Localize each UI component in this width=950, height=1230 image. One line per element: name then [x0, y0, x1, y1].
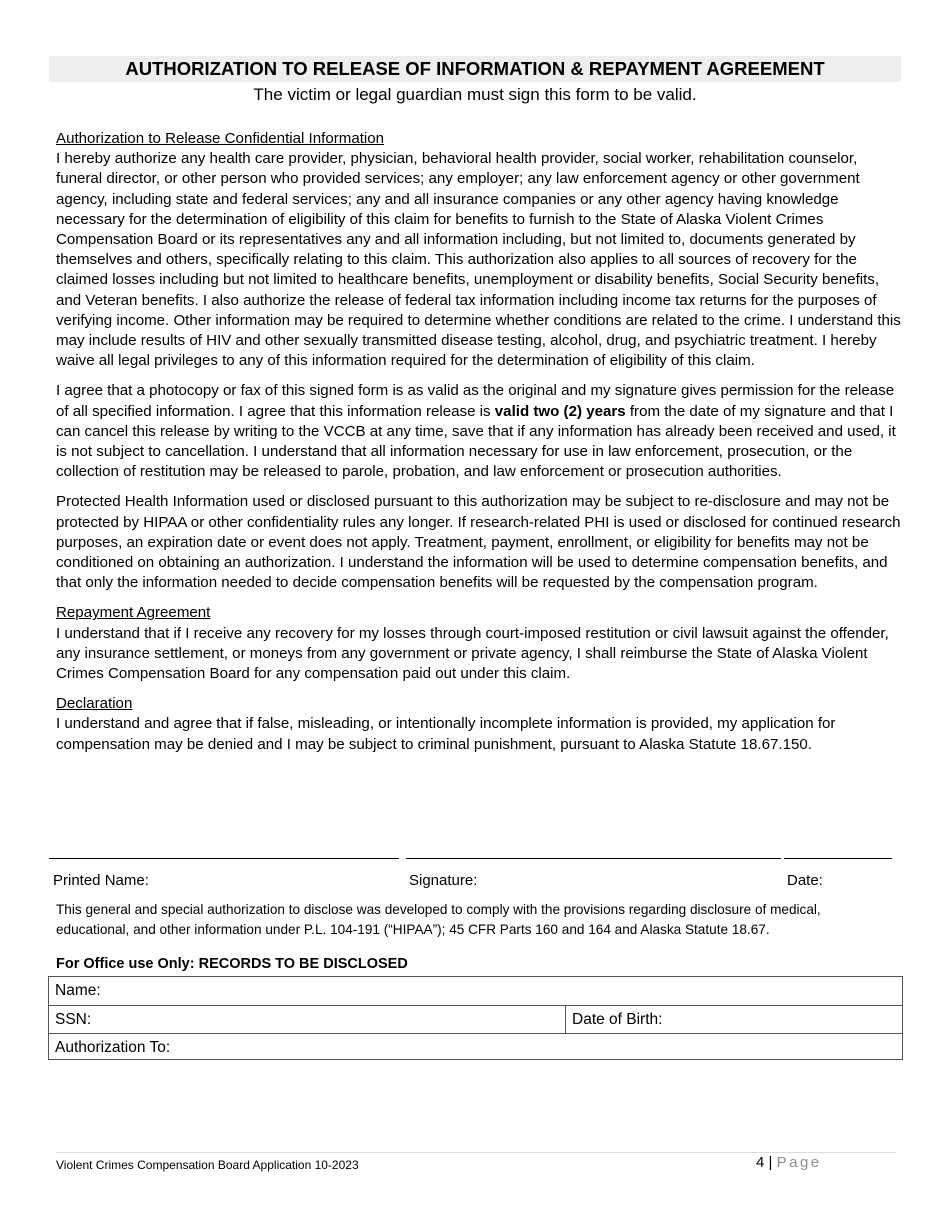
- authorization-paragraph-3: Protected Health Information used or disclosed pursuant to this authorization may be subject to re-disclosure and may not be protected by HIPAA or other confidentiality rules any longer. If research-related PHI is used or disclosed for continued research purposes, an expiration date or event does not apply. Treatment, payment, enrollment, or eligibility for benefits may not be conditioned on obtaining an authorization. I understand the information will be used to determine compensation benefits, and that only the information needed to decide compensation benefits will be requested by the compensation program.: [56, 493, 901, 592]
- page-indicator: [756, 1154, 822, 1172]
- title-bar: [49, 56, 901, 82]
- page-separator: |: [768, 1154, 773, 1171]
- declaration-heading: Declaration: [56, 695, 133, 713]
- form-title: AUTHORIZATION TO RELEASE OF INFORMATION & REPAYMENT AGREEMENT: [125, 58, 825, 79]
- repayment-text: I understand that if I receive any recovery for my losses through court-imposed restitution or civil lawsuit against the offender, any insurance settlement, or moneys from any government or private agency, I shall reimburse the State of Alaska Violent Crimes Compensation Board for any compensation paid out under this claim.: [56, 624, 889, 683]
- page-word: Page: [776, 1154, 822, 1171]
- signature-line[interactable]: [406, 858, 781, 859]
- authorization-paragraph-2: [56, 381, 906, 482]
- form-subtitle: The victim or legal guardian must sign this form to be valid.: [253, 85, 697, 104]
- ssn-field[interactable]: SSN:: [55, 1011, 92, 1028]
- printed-name-label: Printed Name:: [53, 872, 149, 889]
- authorization-paragraph-1: I hereby authorize any health care provider, physician, behavioral health provider, social worker, rehabilitation counselor, funeral director, or other person who provided services; any employer; any law enforcement agency or other government agency, including state and federal services; any and all insurance companies or any other agency having knowledge necessary for the determination of eligibility of this claim for benefits to furnish to the State of Alaska Violent Crimes Compensation Board or its representatives any and all information including, but not limited to, documents generated by themselves and others, specifically relating to this claim. This authorization also applies to all sources of recovery for the claimed losses including but not limited to healthcare benefits, unemployment or disability benefits, Social Security benefits, and Veteran benefits. I also authorize the release of federal tax information including income tax returns for the purposes of verifying income. Other information may be required to determine whether conditions are related to the crime. I understand this may include results of HIV and other sexually transmitted disease testing, alcohol, drug, and psychiatric treatment. I hereby waive all legal privileges to any of this information required for the determination of eligibility of this claim.: [56, 150, 901, 370]
- signature-label: Signature:: [409, 872, 478, 889]
- page-number: 4: [756, 1154, 765, 1171]
- authorization-to-row: [49, 1033, 902, 1061]
- ssn-dob-row: [49, 1005, 902, 1033]
- main-text: [56, 129, 906, 765]
- authorization-heading: Authorization to Release Confidential Information: [56, 130, 385, 147]
- name-field[interactable]: Name:: [55, 982, 101, 999]
- name-row: [49, 977, 902, 1005]
- date-label: Date:: [787, 872, 823, 889]
- para2-text-after: from the date of my signature and that I can cancel this release by writing to the VCCB at any time, save that if any information has already been received and used, it is not subject to cancellation. I understand that all information necessary for use in law enforcement, prosecution, or the collection of restitution may be released to parole, probation, and law enforcement or prosecution authorities.: [56, 402, 896, 481]
- footer-document-id: Violent Crimes Compensation Board Application 10-2023: [56, 1158, 359, 1172]
- declaration-text: I understand and agree that if false, misleading, or intentionally incomplete information is provided, my application for compensation may be denied and I may be subject to criminal punishment, pursuant to Alaska Statute 18.67.150.: [56, 715, 836, 753]
- office-use-heading: For Office use Only: RECORDS TO BE DISCLOSED: [56, 956, 408, 972]
- repayment-heading: Repayment Agreement: [56, 604, 211, 622]
- para2-text-before: I agree that a photocopy or fax of this signed form is as valid as the original and my signature gives permission for the release of all specified information. I agree that this information release is: [56, 382, 895, 420]
- printed-name-line[interactable]: [49, 858, 399, 859]
- hipaa-disclaimer: This general and special authorization to disclose was developed to comply with the provisions regarding disclosure of medical, educational, and other information under P.L. 104-191 (“HIPAA”); 45 CFR Parts 160 and 164 and Alaska Statute 18.67.: [56, 902, 821, 937]
- validity-period: valid two (2) years: [494, 402, 626, 420]
- records-table: [48, 976, 903, 1060]
- authorization-to-field[interactable]: Authorization To:: [55, 1039, 171, 1056]
- dob-field[interactable]: Date of Birth:: [565, 1006, 902, 1034]
- footer-divider: [56, 1152, 896, 1153]
- date-line[interactable]: [784, 858, 892, 859]
